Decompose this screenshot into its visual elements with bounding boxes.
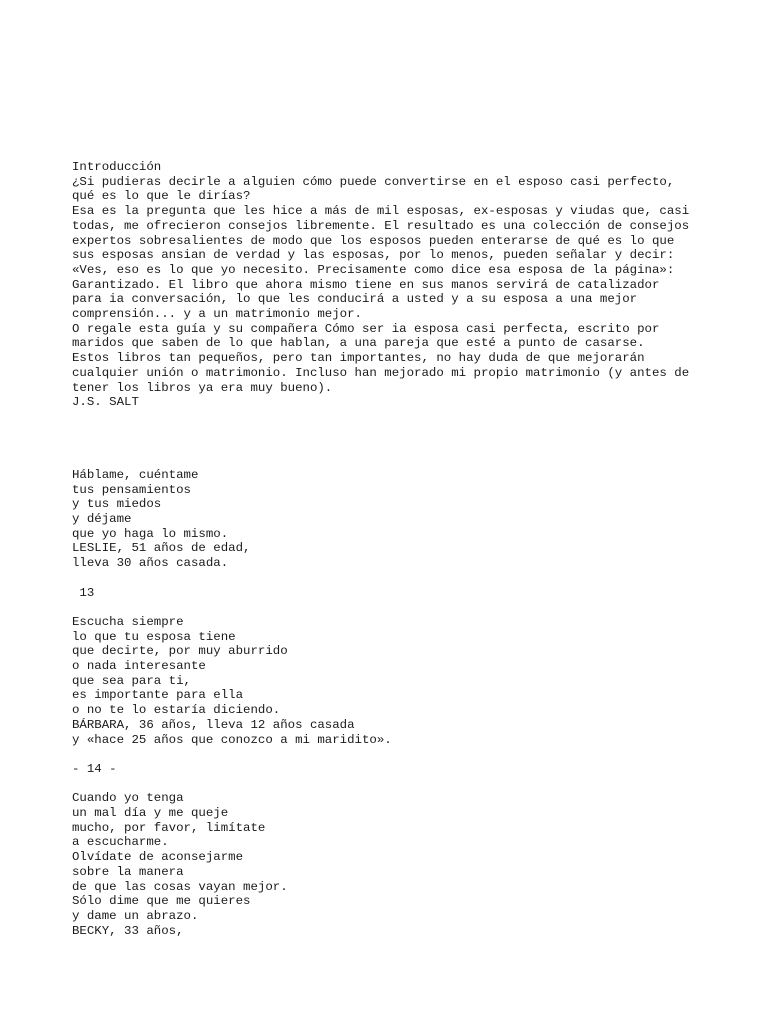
quote-attribution: lleva 30 años casada. (72, 556, 229, 571)
intro-line: sus esposas ansian de verdad y las esposas, por lo menos, pueden señalar y decir: (72, 248, 675, 263)
quote-becky (72, 791, 712, 938)
intro-line: qué es lo que le dirías? (72, 189, 251, 204)
quote-line: de que las cosas vayan mejor. (72, 879, 288, 894)
intro-line: ¿Si pudieras decirle a alguien cómo puede convertirse en el esposo casi perfecto, (72, 174, 675, 189)
intro-line: Garantizado. El libro que ahora mismo tiene en sus manos servirá de catalizador (72, 277, 660, 292)
spacer (72, 747, 712, 762)
quote-line: Escucha siempre (72, 614, 184, 629)
quote-line: y tus miedos (72, 497, 162, 512)
quote-leslie (72, 468, 712, 571)
quote-line: Háblame, cuéntame (72, 467, 199, 482)
quote-line: o nada interesante (72, 659, 206, 674)
quote-line: y dame un abrazo. (72, 908, 199, 923)
spacer (72, 600, 712, 615)
page-number: - 14 - (72, 761, 117, 776)
quote-line: Sólo dime que me quieres (72, 894, 251, 909)
author-signature: J.S. SALT (72, 395, 139, 410)
intro-line: tener los libros ya era muy bueno). (72, 380, 333, 395)
quote-line: sobre la manera (72, 864, 184, 879)
quote-attribution: y «hace 25 años que conozco a mi maridito». (72, 732, 392, 747)
quote-line: Cuando yo tenga (72, 791, 184, 806)
quote-attribution: BECKY, 33 años, (72, 923, 184, 938)
quote-line: es importante para ella (72, 688, 244, 703)
quote-line: a escucharme. (72, 835, 169, 850)
page-number: 13 (72, 585, 95, 600)
intro-line: O regale esta guía y su compañera Cómo ser ia esposa casi perfecta, escrito por (72, 321, 660, 336)
intro-line: Estos libros tan pequeños, pero tan importantes, no hay duda de que mejorarán (72, 351, 645, 366)
quote-line: un mal día y me queje (72, 806, 229, 821)
intro-line: maridos que saben de lo que hablan, a una pareja que esté a punto de casarse. (72, 336, 645, 351)
introduction-section (72, 160, 712, 410)
intro-line: comprensión... y a un matrimonio mejor. (72, 307, 362, 322)
quote-line: y déjame (72, 512, 132, 527)
quote-barbara (72, 615, 712, 747)
section-heading: Introducción (72, 160, 162, 174)
intro-line: cualquier unión o matrimonio. Incluso han mejorado mi propio matrimonio (y antes de (72, 365, 690, 380)
intro-line: para ia conversación, lo que les conducirá a usted y a su esposa a una mejor (72, 292, 638, 307)
quote-attribution: BÁRBARA, 36 años, lleva 12 años casada (72, 717, 355, 732)
quote-line: lo que tu esposa tiene (72, 629, 236, 644)
quote-line: que yo haga lo mismo. (72, 526, 229, 541)
quote-line: tus pensamientos (72, 482, 191, 497)
quote-attribution: LESLIE, 51 años de edad, (72, 541, 251, 556)
quote-line: o no te lo estaría diciendo. (72, 703, 281, 718)
document-page (72, 160, 712, 938)
spacer (72, 777, 712, 792)
quote-line: Olvídate de aconsejarme (72, 850, 244, 865)
spacer (72, 410, 712, 468)
intro-line: «Ves, eso es lo que yo necesito. Precisamente como dice esa esposa de la página»: (72, 262, 675, 277)
intro-line: Esa es la pregunta que les hice a más de mil esposas, ex-esposas y viudas que, casi (72, 204, 690, 219)
quote-line: que decirte, por muy aburrido (72, 644, 288, 659)
spacer (72, 571, 712, 586)
intro-line: todas, me ofrecieron consejos libremente. El resultado es una colección de consejos (72, 218, 690, 233)
quote-line: mucho, por favor, limítate (72, 820, 266, 835)
intro-line: expertos sobresalientes de modo que los esposos pueden enterarse de qué es lo que (72, 233, 675, 248)
quote-line: que sea para ti, (72, 673, 191, 688)
